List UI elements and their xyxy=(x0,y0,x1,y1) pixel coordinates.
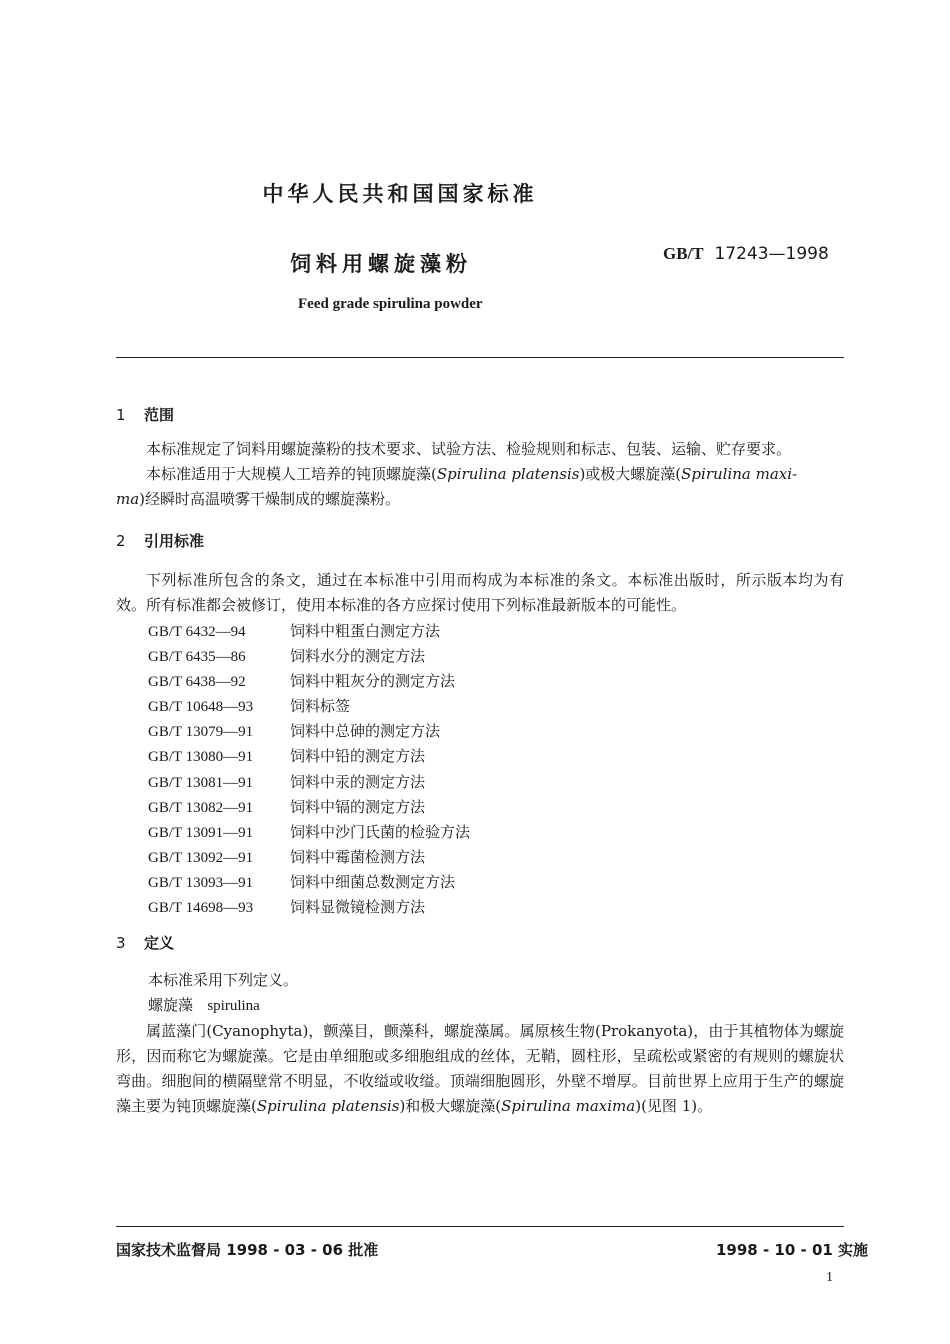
page-number: 1 xyxy=(826,1270,833,1285)
species-name: Spirulina maxi- xyxy=(681,465,798,483)
section-2-heading xyxy=(116,530,204,551)
reference-code: GB/T 6432—94 xyxy=(148,624,246,640)
section-number: 3 xyxy=(116,934,126,952)
term-en: spirulina xyxy=(207,998,260,1014)
reference-code: GB/T 13080—91 xyxy=(148,749,254,766)
species-name: ma xyxy=(116,490,140,508)
section-number: 2 xyxy=(116,532,126,550)
reference-code: GB/T 13091—91 xyxy=(148,824,254,841)
reference-item xyxy=(148,669,470,694)
reference-title: 饲料中粗灰分的测定方法 xyxy=(290,672,456,691)
footer-divider xyxy=(116,1226,844,1227)
reference-item xyxy=(148,694,470,719)
standard-prefix: GB/T xyxy=(663,244,704,263)
references-intro: 下列标准所包含的条文，通过在本标准中引用而构成为本标准的条文。本标准出版时，所示版本均为有效。所有标准都会被修订，使用本标准的各方应探讨使用下列标准最新版本的可能性。 xyxy=(116,571,844,614)
definition-text: )和极大螺旋藻( xyxy=(399,1097,502,1115)
reference-code: GB/T 13093—91 xyxy=(148,874,254,891)
scope-paragraph-2 xyxy=(116,462,844,512)
definitions-intro: 本标准采用下列定义。 xyxy=(148,971,299,989)
reference-title: 饲料中铅的测定方法 xyxy=(290,747,426,766)
reference-title: 饲料中汞的测定方法 xyxy=(290,772,426,791)
reference-list xyxy=(148,619,470,920)
reference-title: 饲料中总砷的测定方法 xyxy=(290,722,441,741)
reference-item xyxy=(148,770,470,795)
approval-date: 国家技术监督局 1998 - 03 - 06 批准 xyxy=(116,1241,379,1259)
reference-item xyxy=(148,619,470,644)
species-name: Spirulina platensis xyxy=(256,1097,400,1115)
effective-date: 1998 - 10 - 01 实施 xyxy=(716,1241,869,1259)
reference-title: 饲料中霉菌检测方法 xyxy=(290,847,426,866)
section-number: 1 xyxy=(116,406,126,424)
section-1-heading xyxy=(116,404,174,425)
scope-paragraph-1: 本标准规定了饲料用螺旋藻粉的技术要求、试验方法、检验规则和标志、包装、运输、贮存要求。 xyxy=(146,440,792,458)
reference-title: 饲料标签 xyxy=(290,697,351,716)
term-cn: 螺旋藻 xyxy=(148,996,194,1014)
reference-item xyxy=(148,895,470,920)
standard-code xyxy=(663,244,829,264)
reference-title: 饲料中沙门氏菌的检验方法 xyxy=(290,822,471,841)
definition-paragraph xyxy=(116,1019,844,1119)
section-title: 定义 xyxy=(144,934,175,952)
reference-code: GB/T 10648—93 xyxy=(148,699,254,716)
reference-code: GB/T 6435—86 xyxy=(148,649,246,666)
standard-number: 17243—1998 xyxy=(714,244,829,264)
document-title-cn: 饲料用螺旋藻粉 xyxy=(290,252,472,276)
reference-code: GB/T 13081—91 xyxy=(148,774,254,791)
header-divider xyxy=(116,357,844,358)
reference-item xyxy=(148,820,470,845)
species-name: Spirulina platensis xyxy=(436,465,580,483)
definition-text: 属蓝藻门(Cyanophyta)，颤藻目，颤藻科，螺旋藻属。属原核生物(Prokanyota)，由于其植物体为螺旋形，因而称它为螺旋藻。它是由单细胞或多细胞组成的丝体，无鞘，圆柱形，呈疏松或紧密的有规则的螺旋状弯曲。细胞间的横隔壁常不明显，不收缢或收缢。顶端细胞圆形，外壁不增厚。目前世界上应用于生产的螺旋藻主要为钝顶螺旋藻( xyxy=(116,1022,844,1115)
section-title: 范围 xyxy=(144,406,175,424)
reference-item xyxy=(148,870,470,895)
reference-code: GB/T 13079—91 xyxy=(148,724,254,741)
reference-item xyxy=(148,719,470,744)
reference-code: GB/T 13092—91 xyxy=(148,849,254,866)
scope-text: )或极大螺旋藻( xyxy=(579,465,682,483)
scope-text: )经瞬时高温喷雾干燥制成的螺旋藻粉。 xyxy=(139,490,401,508)
reference-title: 饲料中镉的测定方法 xyxy=(290,797,426,816)
definition-text: )(见图 1)。 xyxy=(635,1097,713,1115)
reference-title: 饲料显微镜检测方法 xyxy=(290,898,426,917)
national-standard-heading: 中华人民共和国国家标准 xyxy=(262,182,538,206)
reference-code: GB/T 13082—91 xyxy=(148,799,254,816)
reference-title: 饲料中细菌总数测定方法 xyxy=(290,872,456,891)
reference-item xyxy=(148,845,470,870)
reference-code: GB/T 14698—93 xyxy=(148,900,254,917)
species-name: Spirulina maxima xyxy=(501,1097,636,1115)
reference-item xyxy=(148,744,470,769)
reference-code: GB/T 6438—92 xyxy=(148,674,246,691)
reference-item xyxy=(148,644,470,669)
reference-title: 饲料水分的测定方法 xyxy=(290,647,426,666)
section-title: 引用标准 xyxy=(144,532,205,550)
document-title-en: Feed grade spirulina powder xyxy=(298,296,483,312)
term-line xyxy=(148,994,260,1015)
reference-item xyxy=(148,795,470,820)
scope-text: 本标准适用于大规模人工培养的钝顶螺旋藻( xyxy=(146,465,437,483)
reference-title: 饲料中粗蛋白测定方法 xyxy=(290,622,441,640)
section-3-heading xyxy=(116,932,174,953)
